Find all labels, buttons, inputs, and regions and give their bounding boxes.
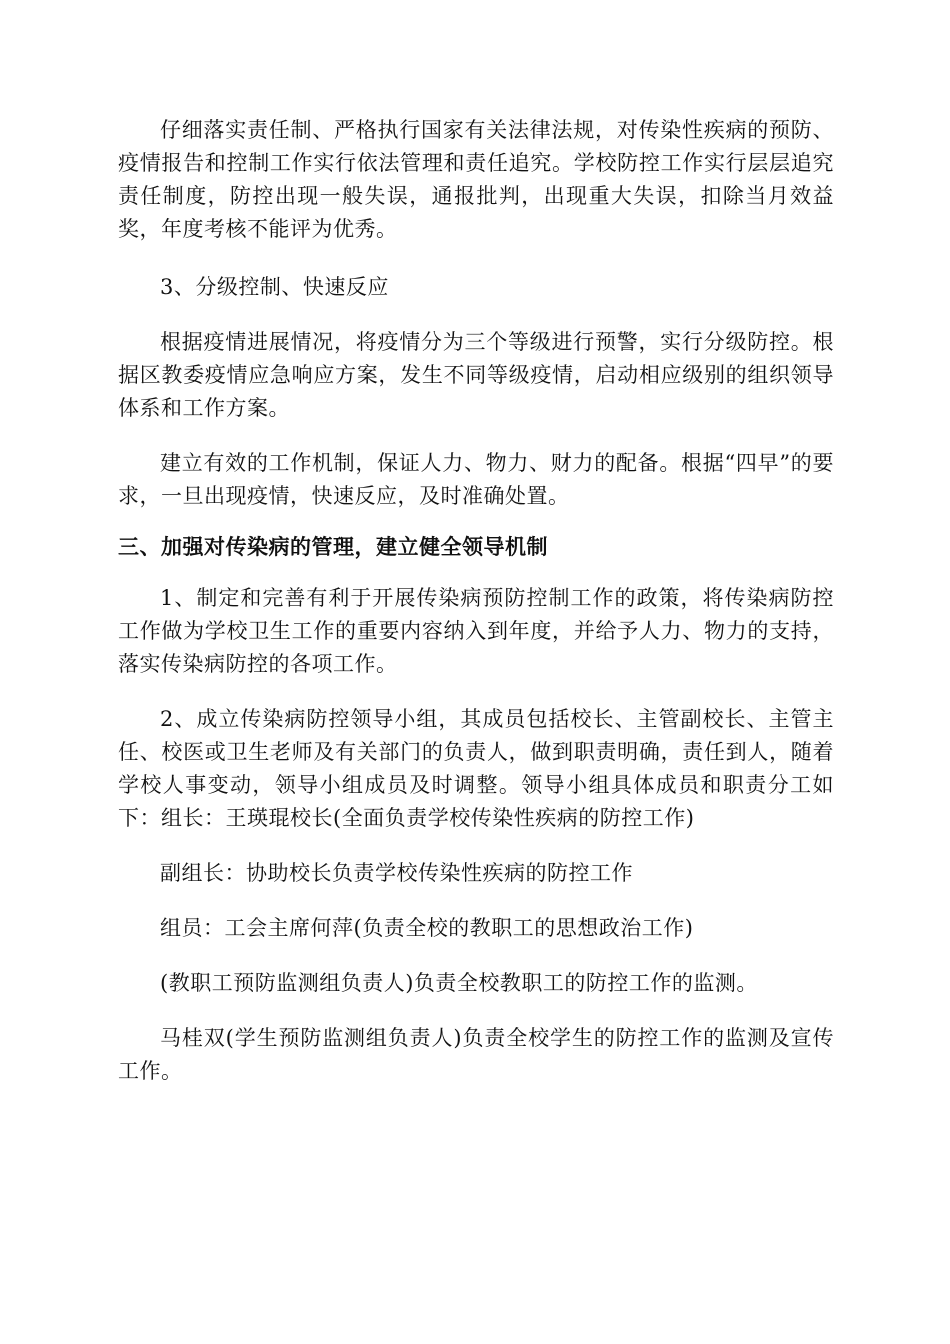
paragraph-policy: 1、制定和完善有利于开展传染病预防控制工作的政策，将传染病防控工作做为学校卫生工作的重要内容纳入到年度，并给予人力、物力的支持，落实传染病防控的各项工作。 [118,586,834,676]
paragraph-leadership-group: 2、成立传染病防控领导小组，其成员包括校长、主管副校长、主管主任、校医或卫生老师及有关部门的负责人，做到职责明确，责任到人，随着学校人事变动，领导小组成员及时调整。领导小组具体成员和职责分工如下：组长：王瑛琨校长(全面负责学校传染性疾病的防控工作) [118,707,834,830]
section-heading: 三、加强对传染病的管理，建立健全领导机制 [118,535,548,559]
paragraph-epidemic-levels: 根据疫情进展情况，将疫情分为三个等级进行预警，实行分级防控。根据区教委疫情应急响应方案，发生不同等级疫情，启动相应级别的组织领导体系和工作方案。 [118,330,834,420]
subheading-graded-control: 3、分级控制、快速反应 [160,275,389,299]
paragraph-staff-monitoring: (教职工预防监测组负责人)负责全校教职工的防控工作的监测。 [160,971,758,995]
paragraph-student-monitoring: 马桂双(学生预防监测组负责人)负责全校学生的防控工作的监测及宣传工作。 [118,1026,834,1083]
paragraph-work-mechanism: 建立有效的工作机制，保证人力、物力、财力的配备。根据“四早”的要求，一旦出现疫情，快速反应，及时准确处置。 [118,451,834,508]
paragraph-deputy-leader: 副组长：协助校长负责学校传染性疾病的防控工作 [160,861,633,885]
document-page [118,114,834,1088]
paragraph-responsibility: 仔细落实责任制、严格执行国家有关法律法规，对传染性疾病的预防、疫情报告和控制工作实行依法管理和责任追究。学校防控工作实行层层追究责任制度，防控出现一般失误，通报批判，出现重大失误，扣除当月效益奖，年度考核不能评为优秀。 [118,118,834,241]
paragraph-member: 组员：工会主席何萍(负责全校的教职工的思想政治工作) [160,916,694,940]
